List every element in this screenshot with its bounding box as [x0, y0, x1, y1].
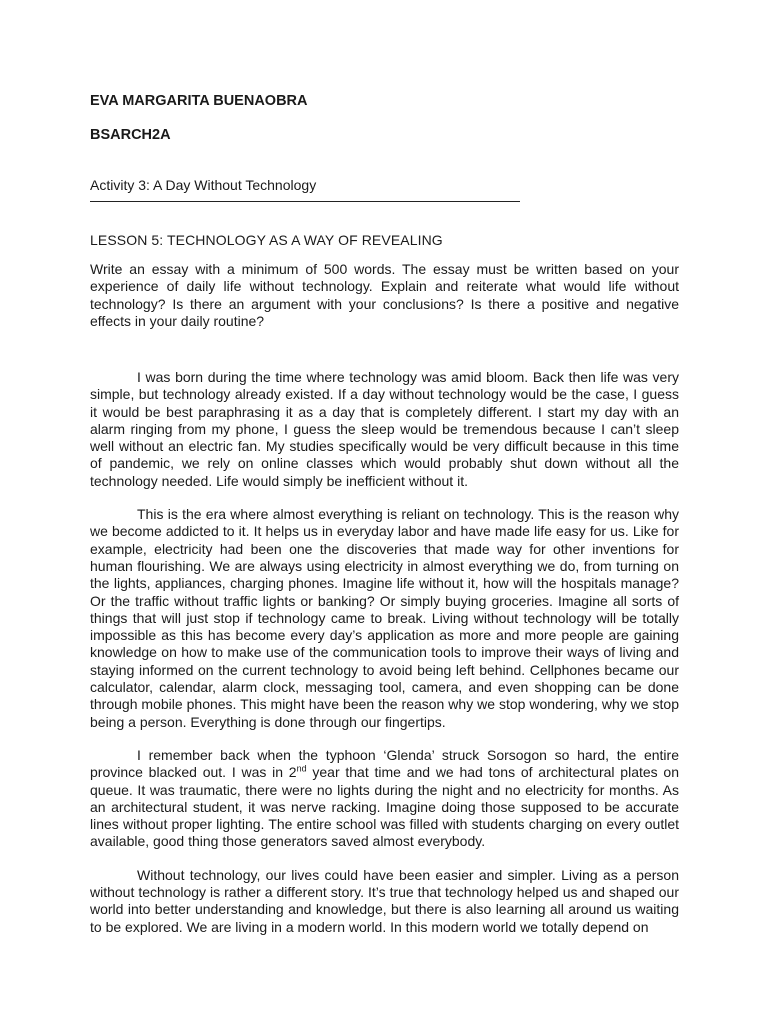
essay-paragraph-4: Without technology, our lives could have been easier and simpler. Living as a person without technology is rather a different story. It’s true that technology helped us and shaped our world into better understanding and knowledge, but there is also learning all around us waiting to be explored. We are living in a modern world. In this modern world we totally depend on — [90, 866, 679, 935]
essay-paragraph-2: This is the era where almost everything is reliant on technology. This is the reason why we become addicted to it. It helps us in everyday labor and have made life easy for us. Like for example, electricity had been one the discoveries that made way for other inventions for human flourishing. We are always using electricity in almost everything we do, from turning on the lights, appliances, charging phones. Imagine life without it, how will the hospitals manage? Or the traffic without traffic lights or banking? Or simply buying groceries. Imagine all sorts of things that will just stop if technology came to break. Living without technology will be totally impossible as this has become every day’s application as more and more people are gaining knowledge on how to make use of the communication tools to improve their ways of living and staying informed on the current technology to avoid being left behind. Cellphones became our calculator, calendar, alarm clock, messaging tool, camera, and even shopping can be done through mobile phones. This might have been the reason why we stop wondering, why we stop being a person. Everything is done through our fingertips. — [90, 506, 679, 730]
ordinal-superscript: nd — [296, 763, 307, 774]
separator-line — [90, 201, 520, 202]
course-section: BSARCH2A — [90, 127, 171, 143]
paragraph-3-text-end: year that time and we had tons of architectural plates on queue. It was traumatic, there were no lights during the night and no electricity for months. As an architectural student, it was nerve racking. Imagine doing those supposed to be accurate lines without proper lighting. The entire school was filled with students charging on every outlet available, good thing those generators saved almost everybody. — [90, 764, 679, 850]
essay-paragraph-1: I was born during the time where technology was amid bloom. Back then life was very simple, but technology already existed. If a day without technology would be the case, I guess it would be best paraphrasing it as a day that is completely different. I start my day with an alarm ringing from my phone, I guess the sleep would be tremendous because I can’t sleep well without an electric fan. My studies specifically would be very difficult because in this time of pandemic, we rely on online classes which would probably shut down without all the technology needed. Life would simply be inefficient without it. — [90, 369, 679, 489]
essay-paragraph-3 — [90, 747, 679, 851]
activity-title: Activity 3: A Day Without Technology — [90, 177, 317, 193]
essay-body — [90, 369, 679, 952]
essay-prompt: Write an essay with a minimum of 500 words. The essay must be written based on your experience of daily life without technology. Explain and reiterate what would life without technology? Is there an argument with your conclusions? Is there a positive and negative effects in your daily routine? — [90, 261, 679, 329]
paragraph-3-text-start: I remember back when the typhoon ‘Glenda’ struck Sorsogon so hard, the entire province blacked out. I was in 2 — [90, 746, 679, 781]
author-name: EVA MARGARITA BUENAOBRA — [90, 93, 308, 109]
lesson-title: LESSON 5: TECHNOLOGY AS A WAY OF REVEALING — [90, 232, 443, 248]
